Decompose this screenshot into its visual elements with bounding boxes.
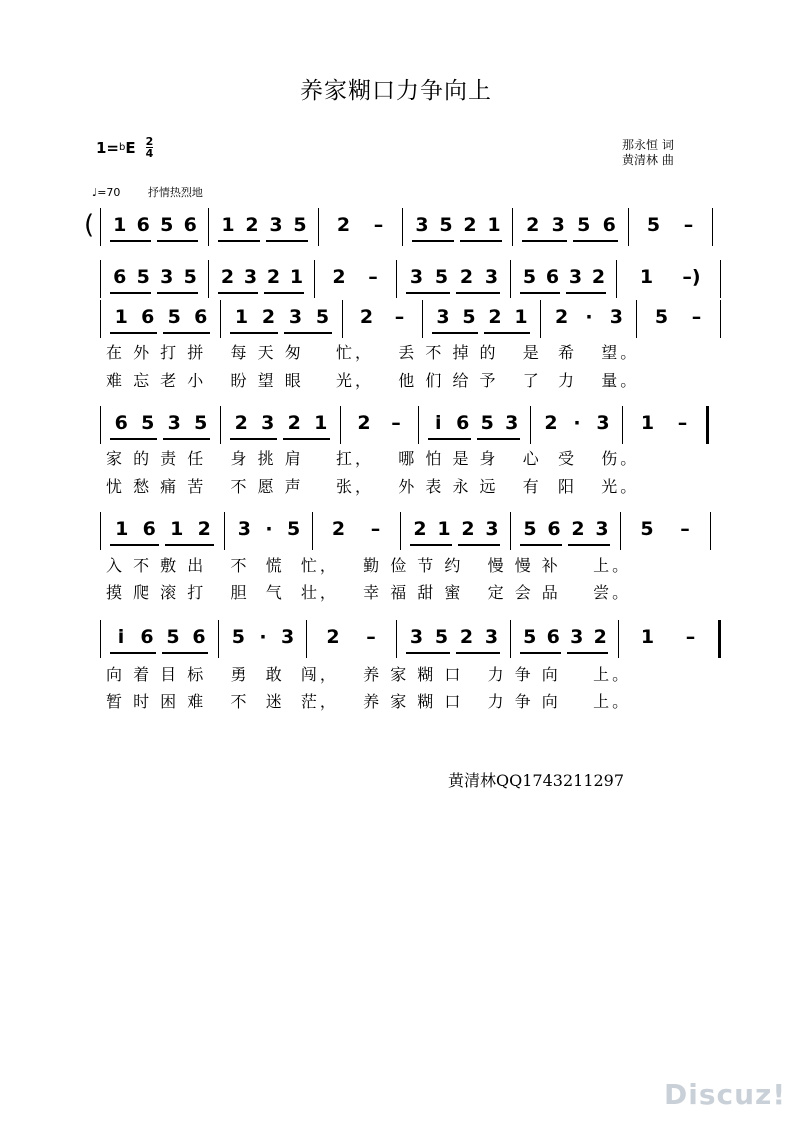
note: 2 xyxy=(461,518,475,540)
underline-beam xyxy=(218,240,260,242)
note: 1 xyxy=(314,412,328,434)
note: 2 xyxy=(593,626,607,648)
barline xyxy=(314,260,315,298)
underline-beam xyxy=(284,332,332,334)
tempo-marking xyxy=(92,184,203,200)
note: 5 xyxy=(654,306,669,328)
note: 6 xyxy=(113,266,127,288)
note: 1 xyxy=(639,266,654,288)
note: 5 xyxy=(523,626,537,648)
note: 2 xyxy=(459,626,474,648)
note: i xyxy=(434,412,442,434)
underline-beam xyxy=(157,240,198,242)
underline-beam xyxy=(566,292,606,294)
underline-beam xyxy=(110,438,157,440)
note: – xyxy=(391,412,401,434)
underline-beam xyxy=(110,292,151,294)
barline xyxy=(620,512,621,550)
note: 6 xyxy=(192,626,206,648)
underline-beam xyxy=(230,332,278,334)
expression-mark: 抒情热烈地 xyxy=(147,186,203,199)
barline xyxy=(100,260,101,298)
note: 2 xyxy=(245,214,259,236)
barline xyxy=(622,406,623,444)
barline xyxy=(628,208,629,246)
note: 2 xyxy=(359,306,374,328)
underline-beam xyxy=(432,332,478,334)
lyrics-v2-line2: 忧 愁 痛 苦 不 愿 声 张， 外 表 永 远 有 阳 光。 xyxy=(106,477,640,496)
note: 1 xyxy=(640,626,655,648)
barline xyxy=(318,208,319,246)
underline-beam xyxy=(264,292,304,294)
note: 6 xyxy=(194,306,208,328)
note: 5 xyxy=(640,518,654,540)
note: 5 xyxy=(160,214,174,236)
note: 3 xyxy=(484,626,499,648)
note: 2 xyxy=(463,214,477,236)
barline xyxy=(530,406,531,444)
note: 1 xyxy=(115,518,129,540)
note: 1 xyxy=(437,518,451,540)
note: 3 xyxy=(568,266,583,288)
underline-beam xyxy=(162,652,208,654)
watermark: Discuz! xyxy=(664,1078,787,1111)
key-tonic: E xyxy=(125,138,136,157)
underline-beam xyxy=(163,332,210,334)
barline xyxy=(218,620,219,658)
note: 3 xyxy=(595,518,609,540)
note: 3 xyxy=(570,626,584,648)
underline-beam xyxy=(460,240,502,242)
note: 2 xyxy=(555,306,569,328)
barline xyxy=(510,512,511,550)
lyrics-v2-line4: 暂 时 困 难 不 迷 茫， 养 家 糊 口 力 争 向 上。 xyxy=(106,692,632,711)
underline-beam xyxy=(522,240,567,242)
underline-beam xyxy=(520,544,562,546)
key-prefix: 1= xyxy=(96,138,120,157)
underline-beam xyxy=(520,292,560,294)
underline-beam xyxy=(165,544,214,546)
barline xyxy=(312,512,313,550)
note: 3 xyxy=(237,518,251,540)
barline xyxy=(618,620,619,658)
underline-beam xyxy=(110,544,159,546)
note: 6 xyxy=(141,306,155,328)
barline xyxy=(208,260,209,298)
note: 1 xyxy=(114,306,128,328)
time-denominator: 4 xyxy=(145,147,154,160)
underline-beam xyxy=(110,332,157,334)
barline xyxy=(616,260,617,298)
underline-beam xyxy=(458,544,500,546)
note: · xyxy=(265,518,273,540)
note: 5 xyxy=(287,518,301,540)
barline xyxy=(208,208,209,246)
barline xyxy=(418,406,419,444)
time-numerator: 2 xyxy=(145,135,154,148)
note: 2 xyxy=(197,518,211,540)
note: – xyxy=(677,412,688,434)
note: · xyxy=(259,626,267,648)
note: 2 xyxy=(571,518,585,540)
signature: 黄清林QQ1743211297 xyxy=(448,771,625,790)
lyrics-v2-line3: 摸 爬 滚 打 胆 气 壮， 幸 福 甜 蜜 定 会 品 尝。 xyxy=(106,583,632,602)
barline xyxy=(706,406,709,444)
key-signature xyxy=(96,136,153,159)
note: 2 xyxy=(488,306,502,328)
note: 6 xyxy=(547,518,561,540)
note: 3 xyxy=(288,306,303,328)
lyrics-v2-line1: 难 忘 老 小 盼 望 眼 光， 他 们 给 予 了 力 量。 xyxy=(106,371,640,390)
underline-beam xyxy=(412,240,454,242)
underline-beam xyxy=(573,240,618,242)
note: 5 xyxy=(522,266,537,288)
barline xyxy=(220,300,221,338)
note: 5 xyxy=(646,214,661,236)
note: 5 xyxy=(166,626,180,648)
composer-credit: 黄清林 曲 xyxy=(622,153,674,167)
underline-beam xyxy=(477,438,520,440)
note: – xyxy=(680,518,690,540)
note: 5 xyxy=(434,266,449,288)
note: 2 xyxy=(331,518,346,540)
note: 3 xyxy=(505,412,519,434)
note: – xyxy=(370,518,381,540)
note: 3 xyxy=(609,306,623,328)
barline xyxy=(400,512,401,550)
barline xyxy=(396,260,397,298)
note: 6 xyxy=(545,266,560,288)
note: 5 xyxy=(183,266,197,288)
note: 2 xyxy=(261,306,276,328)
note: 2 xyxy=(459,266,474,288)
underline-beam xyxy=(520,652,561,654)
barline xyxy=(342,300,343,338)
note: 5 xyxy=(523,518,537,540)
underline-beam xyxy=(567,652,608,654)
note: 3 xyxy=(436,306,450,328)
note: – xyxy=(683,214,694,236)
barline xyxy=(340,406,341,444)
flat-sign: b xyxy=(119,142,126,153)
note: 3 xyxy=(243,266,258,288)
note: 2 xyxy=(526,214,540,236)
underline-beam xyxy=(456,652,500,654)
note: – xyxy=(394,306,405,328)
note: 5 xyxy=(462,306,476,328)
underline-beam xyxy=(157,292,198,294)
note: 1 xyxy=(170,518,184,540)
note: – xyxy=(685,626,696,648)
note: 5 xyxy=(577,214,591,236)
repeat-parenthesis: ( xyxy=(84,210,95,240)
barline xyxy=(718,620,721,658)
underline-beam xyxy=(163,438,210,440)
underline-beam xyxy=(266,240,308,242)
note: 3 xyxy=(596,412,610,434)
note: 1 xyxy=(113,214,127,236)
underline-beam xyxy=(406,652,450,654)
note: 3 xyxy=(160,266,174,288)
note: 3 xyxy=(409,266,424,288)
barline xyxy=(396,620,397,658)
barline xyxy=(100,406,101,444)
barline xyxy=(100,620,101,658)
underline-beam xyxy=(428,438,471,440)
lyricist-credit: 那永恒 词 xyxy=(622,138,674,152)
note: 6 xyxy=(456,412,470,434)
note: 5 xyxy=(315,306,330,328)
note: 2 xyxy=(332,266,346,288)
underline-beam xyxy=(484,332,530,334)
note: 5 xyxy=(231,626,245,648)
note: 1 xyxy=(221,214,235,236)
tempo-mark: ♩=70 xyxy=(92,186,121,199)
note: 2 xyxy=(220,266,235,288)
credits xyxy=(622,138,674,168)
barline xyxy=(720,300,721,338)
barline xyxy=(306,620,307,658)
underline-beam xyxy=(110,652,156,654)
note: i xyxy=(117,626,125,648)
note: 2 xyxy=(357,412,371,434)
barline xyxy=(720,260,721,298)
note: 6 xyxy=(546,626,560,648)
barline xyxy=(224,512,225,550)
barline xyxy=(636,300,637,338)
note: 2 xyxy=(234,412,248,434)
barline xyxy=(512,208,513,246)
note: 5 xyxy=(439,214,453,236)
note: – xyxy=(368,266,378,288)
note: 6 xyxy=(142,518,156,540)
note: 2 xyxy=(326,626,340,648)
barline xyxy=(712,208,713,246)
note: 6 xyxy=(183,214,197,236)
barline xyxy=(422,300,423,338)
note: – xyxy=(373,214,384,236)
note: 3 xyxy=(409,626,424,648)
note: 2 xyxy=(413,518,427,540)
barline xyxy=(100,512,101,550)
barline xyxy=(402,208,403,246)
note: 1 xyxy=(289,266,304,288)
underline-beam xyxy=(410,544,452,546)
note: 2 xyxy=(287,412,301,434)
barline xyxy=(510,260,511,298)
underline-beam xyxy=(406,292,450,294)
note: · xyxy=(573,412,581,434)
note: 5 xyxy=(293,214,307,236)
underline-beam xyxy=(110,240,151,242)
underline-beam xyxy=(283,438,330,440)
note: 1 xyxy=(487,214,501,236)
note: 1 xyxy=(234,306,249,328)
note: 6 xyxy=(140,626,154,648)
note: 5 xyxy=(480,412,494,434)
note: 6 xyxy=(136,214,150,236)
note: 5 xyxy=(136,266,150,288)
note: · xyxy=(585,306,593,328)
barline xyxy=(220,406,221,444)
barline xyxy=(100,208,101,246)
lyrics-v1-line4: 向 着 目 标 勇 敢 闯， 养 家 糊 口 力 争 向 上。 xyxy=(106,665,632,684)
note: 2 xyxy=(591,266,606,288)
note: – xyxy=(366,626,376,648)
lyrics-v1-line2: 家 的 责 任 身 挑 肩 扛， 哪 怕 是 身 心 受 伤。 xyxy=(106,449,640,468)
note: 2 xyxy=(266,266,281,288)
note: – xyxy=(691,306,702,328)
note: 5 xyxy=(167,306,181,328)
note: 6 xyxy=(114,412,128,434)
underline-beam xyxy=(568,544,610,546)
underline-beam xyxy=(230,438,277,440)
note: 3 xyxy=(484,266,499,288)
note: –) xyxy=(682,266,701,288)
note: 5 xyxy=(194,412,208,434)
note: 5 xyxy=(434,626,449,648)
note: 3 xyxy=(485,518,499,540)
barline xyxy=(540,300,541,338)
barline xyxy=(100,300,101,338)
note: 5 xyxy=(141,412,155,434)
barline xyxy=(510,620,511,658)
lyrics-v1-line1: 在 外 打 拼 每 天 匆 忙， 丢 不 掉 的 是 希 望。 xyxy=(106,343,640,362)
note: 2 xyxy=(336,214,351,236)
underline-beam xyxy=(218,292,258,294)
note: 2 xyxy=(544,412,558,434)
lyrics-v1-line3: 入 不 敷 出 不 慌 忙， 勤 俭 节 约 慢 慢 补 上。 xyxy=(106,556,632,575)
barline xyxy=(710,512,711,550)
note: 3 xyxy=(551,214,565,236)
note: 6 xyxy=(602,214,616,236)
note: 3 xyxy=(281,626,295,648)
note: 3 xyxy=(167,412,181,434)
note: 3 xyxy=(269,214,283,236)
note: 1 xyxy=(640,412,655,434)
time-signature xyxy=(146,136,154,159)
note: 1 xyxy=(514,306,528,328)
song-title: 养家糊口力争向上 xyxy=(300,78,492,104)
underline-beam xyxy=(456,292,500,294)
note: 3 xyxy=(415,214,429,236)
note: 3 xyxy=(261,412,275,434)
